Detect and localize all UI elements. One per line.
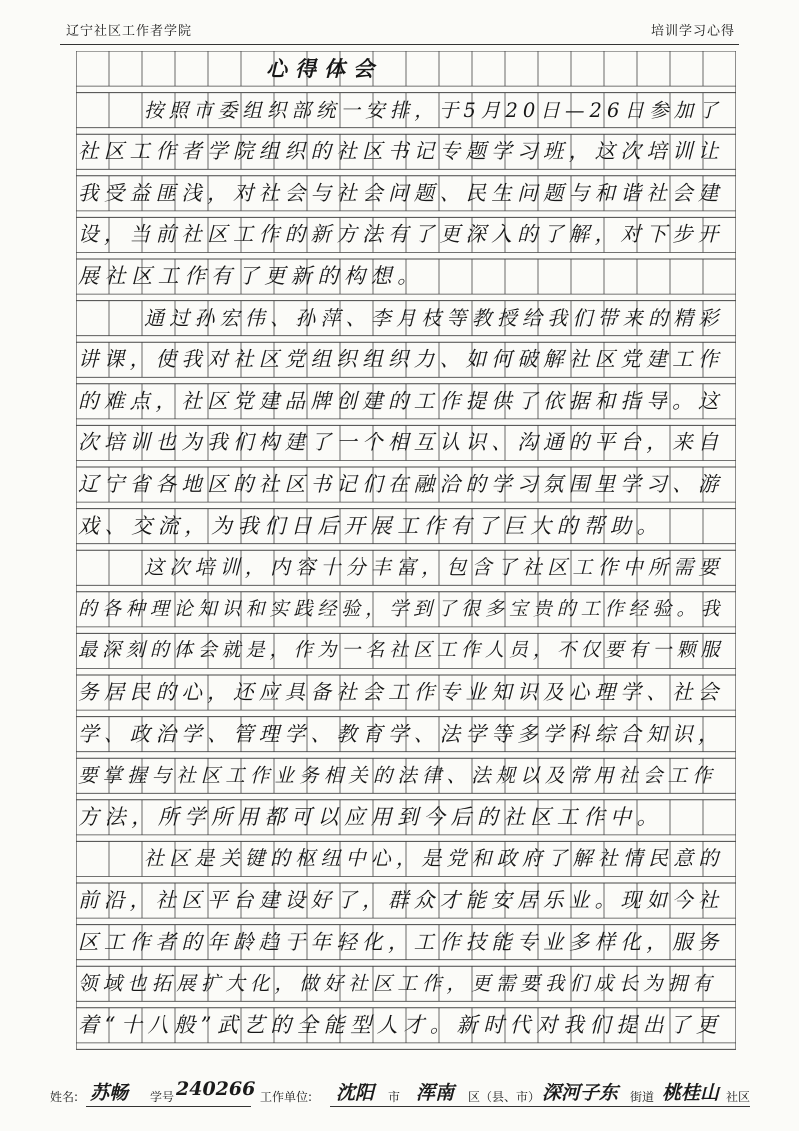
- unit-underline: [330, 1106, 750, 1107]
- header-doc-type: 培训学习心得: [650, 24, 735, 39]
- text-line: 着“十八般”武艺的全能型人才。新时代对我们提出了更: [78, 1012, 723, 1037]
- text-line: 务居民的心，还应具备社会工作专业知识及心理学、社会: [78, 680, 724, 704]
- street-label: 街道: [630, 1090, 655, 1104]
- text-line: 领域也拓展扩大化，做好社区工作，更需要我们成长为拥有: [78, 972, 717, 996]
- text-line: 我受益匪浅，对社会与社会问题、民生问题与和谐社会建: [78, 180, 724, 205]
- text-line: 这次培训，内容十分丰富，包含了社区工作中所需要: [144, 555, 724, 580]
- header-institution: 辽宁社区工作者学院: [66, 24, 193, 39]
- text-line: 展社区工作有了更新的构想。: [78, 264, 424, 288]
- name-value: 苏畅: [90, 1082, 129, 1104]
- work-unit-label: 工作单位:: [260, 1090, 313, 1104]
- text-line: 的各种理论知识和实践经验，学到了很多宝贵的工作经验。我: [78, 597, 725, 620]
- text-line: 要掌握与社区工作业务相关的法律、法规以及常用社会工作: [78, 764, 717, 788]
- text-line: 社区工作者学院组织的社区书记专题学习班，这次培训让: [78, 139, 724, 164]
- student-id-value: 240266: [176, 1078, 256, 1100]
- text-line: 前沿，社区平台建设好了，群众才能安居乐业。现如今社: [78, 888, 724, 912]
- document-title: 心得体会: [266, 56, 382, 81]
- text-line: 社区是关键的枢纽中心，是党和政府了解社情民意的: [144, 846, 724, 871]
- header-rule: [60, 44, 739, 45]
- text-line: 次培训也为我们构建了一个相互认识、沟通的平台，来自: [78, 430, 724, 455]
- city-value: 沈阳: [336, 1082, 375, 1104]
- community-value: 桃桂山: [662, 1082, 720, 1104]
- text-line: 学、政治学、管理学、教育学、法学等多学科综合知识，: [78, 721, 724, 746]
- community-label: 社区: [726, 1090, 751, 1104]
- manuscript-grid: [76, 51, 736, 1051]
- text-line: 戏、交流，为我们日后开展工作有了巨大的帮助。: [78, 513, 664, 538]
- name-underline: [86, 1106, 251, 1107]
- footer-info: [50, 1076, 750, 1110]
- name-label: 姓名:: [50, 1090, 79, 1104]
- text-line: 方法，所学所用都可以应用到今后的社区工作中。: [78, 804, 664, 829]
- text-line: 按照市委组织部统一安排，于5月20日—26日参加了: [144, 98, 723, 122]
- district-value: 浑南: [416, 1082, 455, 1104]
- text-line: 通过孙宏伟、孙萍、李月枝等教授给我们带来的精彩: [144, 305, 724, 330]
- student-id-label: 学号: [150, 1090, 175, 1104]
- city-label: 市: [388, 1090, 401, 1104]
- text-line: 最深刻的体会就是，作为一名社区工作人员，不仅要有一颗服: [78, 639, 725, 662]
- district-label: 区（县、市）: [468, 1090, 541, 1104]
- text-line: 区工作者的年龄趋于年轻化，工作技能专业多样化，服务: [78, 929, 724, 954]
- street-value: 深河子东: [542, 1082, 619, 1104]
- text-line: 辽宁省各地区的社区书记们在融洽的学习氛围里学习、游: [78, 472, 724, 496]
- text-line: 设，当前社区工作的新方法有了更深入的了解，对下步开: [78, 222, 724, 247]
- text-line: 讲课，使我对社区党组织组织力、如何破解社区党建工作: [78, 347, 724, 372]
- text-line: 的难点，社区党建品牌创建的工作提供了依据和指导。这: [78, 388, 724, 413]
